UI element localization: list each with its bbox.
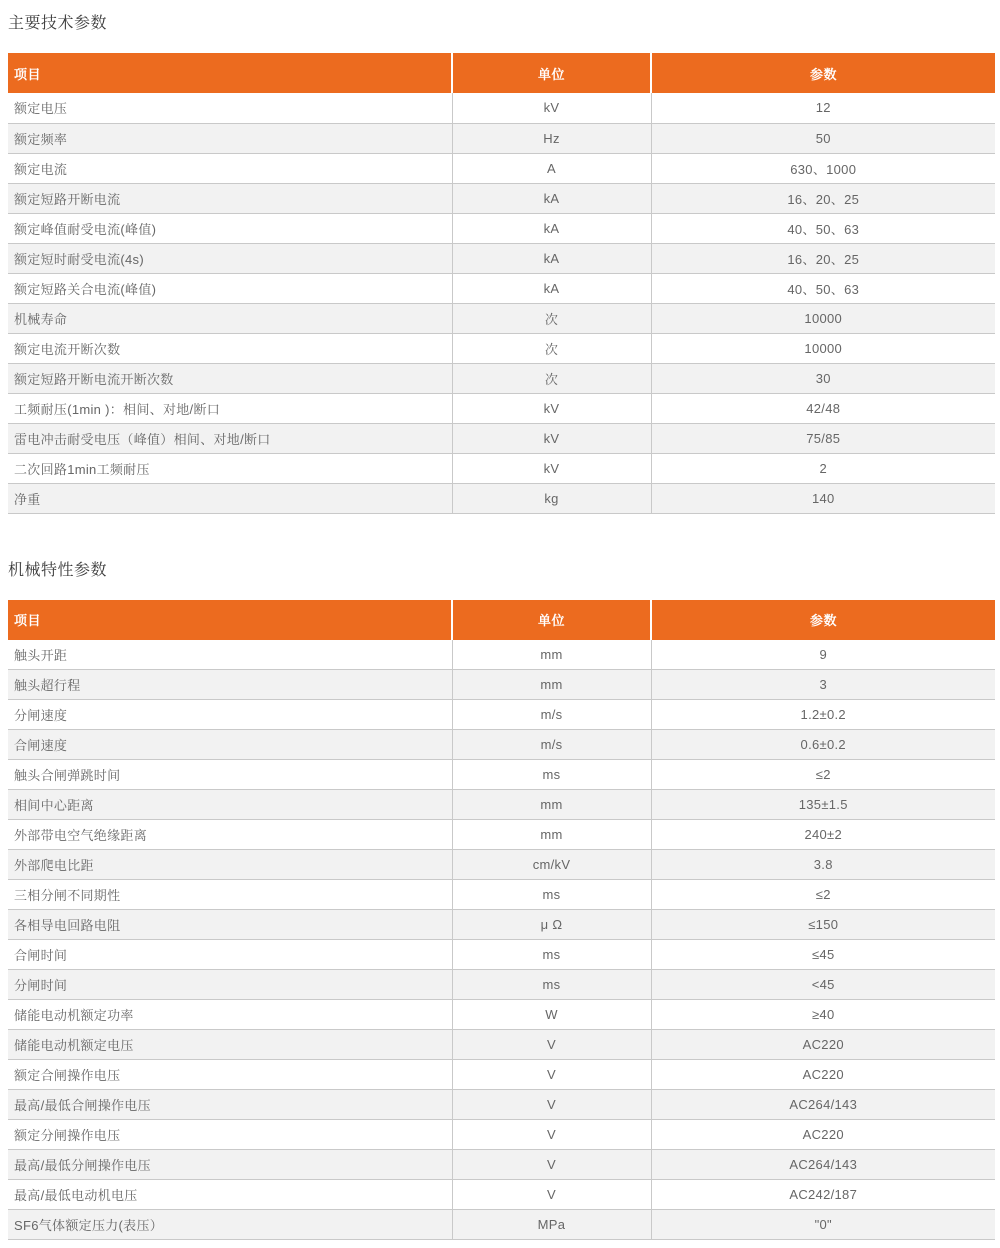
unit-cell: V [452, 1030, 651, 1060]
unit-cell: ms [452, 880, 651, 910]
unit-cell: mm [452, 640, 651, 670]
unit-cell: ms [452, 760, 651, 790]
unit-cell: mm [452, 670, 651, 700]
table-row [8, 1030, 995, 1060]
value-cell: 16、20、25 [651, 243, 995, 273]
unit-cell: mm [452, 820, 651, 850]
table-row [8, 670, 995, 700]
table-row [8, 790, 995, 820]
table-row [8, 453, 995, 483]
table-row [8, 640, 995, 670]
unit-cell: kV [452, 453, 651, 483]
unit-cell: cm/kV [452, 850, 651, 880]
parameter-section [8, 8, 992, 514]
table-row [8, 423, 995, 453]
item-cell: 储能电动机额定功率 [8, 1000, 452, 1030]
table-row [8, 880, 995, 910]
item-cell: 外部带电空气绝缘距离 [8, 820, 452, 850]
table-row [8, 910, 995, 940]
unit-cell: V [452, 1090, 651, 1120]
table-row [8, 1150, 995, 1180]
item-cell: 额定峰值耐受电流(峰值) [8, 213, 452, 243]
unit-cell: mm [452, 790, 651, 820]
table-row [8, 760, 995, 790]
item-cell: 二次回路1min工频耐压 [8, 453, 452, 483]
unit-cell: ms [452, 940, 651, 970]
table-row [8, 333, 995, 363]
value-cell: 40、50、63 [651, 273, 995, 303]
value-cell: 630、1000 [651, 153, 995, 183]
table-body [8, 93, 995, 513]
table-row [8, 1060, 995, 1090]
unit-cell: ms [452, 970, 651, 1000]
item-cell: 额定频率 [8, 123, 452, 153]
header-value: 参数 [651, 53, 995, 93]
table-row [8, 93, 995, 123]
section-title: 机械特性参数 [8, 561, 108, 579]
value-cell: 135±1.5 [651, 790, 995, 820]
item-cell: 触头合闸弹跳时间 [8, 760, 452, 790]
value-cell: ≤2 [651, 760, 995, 790]
item-cell: 额定短路关合电流(峰值) [8, 273, 452, 303]
item-cell: 额定合闸操作电压 [8, 1060, 452, 1090]
header-unit: 单位 [452, 53, 651, 93]
value-cell: AC264/143 [651, 1090, 995, 1120]
item-cell: 额定分闸操作电压 [8, 1120, 452, 1150]
unit-cell: kA [452, 243, 651, 273]
parameter-table [8, 53, 995, 514]
value-cell: AC264/143 [651, 1150, 995, 1180]
value-cell: 16、20、25 [651, 183, 995, 213]
value-cell: 240±2 [651, 820, 995, 850]
table-row [8, 153, 995, 183]
unit-cell: MPa [452, 1210, 651, 1240]
unit-cell: 次 [452, 363, 651, 393]
table-row [8, 820, 995, 850]
item-cell: 合闸时间 [8, 940, 452, 970]
unit-cell: 次 [452, 303, 651, 333]
table-row [8, 940, 995, 970]
value-cell: AC220 [651, 1120, 995, 1150]
table-row [8, 243, 995, 273]
header-item: 项目 [8, 600, 452, 640]
table-row [8, 303, 995, 333]
item-cell: 三相分闸不同期性 [8, 880, 452, 910]
value-cell: 50 [651, 123, 995, 153]
item-cell: 净重 [8, 483, 452, 513]
unit-cell: kV [452, 93, 651, 123]
table-row [8, 1180, 995, 1210]
item-cell: 合闸速度 [8, 730, 452, 760]
unit-cell: Hz [452, 123, 651, 153]
value-cell: 42/48 [651, 393, 995, 423]
value-cell: AC220 [651, 1030, 995, 1060]
item-cell: 储能电动机额定电压 [8, 1030, 452, 1060]
unit-cell: W [452, 1000, 651, 1030]
item-cell: 额定电流 [8, 153, 452, 183]
value-cell: 3 [651, 670, 995, 700]
value-cell: 1.2±0.2 [651, 700, 995, 730]
table-row [8, 363, 995, 393]
value-cell: 12 [651, 93, 995, 123]
value-cell: 30 [651, 363, 995, 393]
item-cell: 雷电冲击耐受电压（峰值）相间、对地/断口 [8, 423, 452, 453]
value-cell: AC220 [651, 1060, 995, 1090]
item-cell: 触头超行程 [8, 670, 452, 700]
table-row [8, 213, 995, 243]
table-row [8, 1090, 995, 1120]
item-cell: 额定电压 [8, 93, 452, 123]
unit-cell: V [452, 1150, 651, 1180]
item-cell: 最高/最低电动机电压 [8, 1180, 452, 1210]
value-cell: "0" [651, 1210, 995, 1240]
item-cell: 额定短时耐受电流(4s) [8, 243, 452, 273]
table-row [8, 1210, 995, 1240]
value-cell: 140 [651, 483, 995, 513]
table-row [8, 183, 995, 213]
unit-cell: V [452, 1120, 651, 1150]
unit-cell: m/s [452, 700, 651, 730]
item-cell: 机械寿命 [8, 303, 452, 333]
unit-cell: kA [452, 213, 651, 243]
header-row [8, 53, 995, 93]
item-cell: 相间中心距离 [8, 790, 452, 820]
unit-cell: kA [452, 183, 651, 213]
section-title: 主要技术参数 [8, 15, 108, 32]
header-value: 参数 [651, 600, 995, 640]
value-cell: 3.8 [651, 850, 995, 880]
unit-cell: V [452, 1060, 651, 1090]
table-body [8, 640, 995, 1240]
value-cell: 9 [651, 640, 995, 670]
item-cell: 额定电流开断次数 [8, 333, 452, 363]
value-cell: AC242/187 [651, 1180, 995, 1210]
value-cell: ≤45 [651, 940, 995, 970]
unit-cell: A [452, 153, 651, 183]
unit-cell: m/s [452, 730, 651, 760]
header-unit: 单位 [452, 600, 651, 640]
item-cell: 额定短路开断电流 [8, 183, 452, 213]
value-cell: <45 [651, 970, 995, 1000]
value-cell: 0.6±0.2 [651, 730, 995, 760]
table-row [8, 700, 995, 730]
table-row [8, 123, 995, 153]
value-cell: ≤150 [651, 910, 995, 940]
value-cell: 10000 [651, 303, 995, 333]
table-row [8, 393, 995, 423]
item-cell: 最高/最低分闸操作电压 [8, 1150, 452, 1180]
item-cell: 触头开距 [8, 640, 452, 670]
unit-cell: kV [452, 423, 651, 453]
table-row [8, 850, 995, 880]
table-row [8, 730, 995, 760]
value-cell: 40、50、63 [651, 213, 995, 243]
parameter-section [8, 555, 992, 1241]
item-cell: 分闸速度 [8, 700, 452, 730]
unit-cell: 次 [452, 333, 651, 363]
unit-cell: μ Ω [452, 910, 651, 940]
table-row [8, 970, 995, 1000]
table-row [8, 1120, 995, 1150]
item-cell: 最高/最低合闸操作电压 [8, 1090, 452, 1120]
item-cell: 外部爬电比距 [8, 850, 452, 880]
item-cell: 各相导电回路电阻 [8, 910, 452, 940]
value-cell: ≥40 [651, 1000, 995, 1030]
value-cell: 75/85 [651, 423, 995, 453]
value-cell: ≤2 [651, 880, 995, 910]
item-cell: 额定短路开断电流开断次数 [8, 363, 452, 393]
unit-cell: kg [452, 483, 651, 513]
value-cell: 2 [651, 453, 995, 483]
header-row [8, 600, 995, 640]
item-cell: SF6气体额定压力(表压） [8, 1210, 452, 1240]
table-row [8, 1000, 995, 1030]
table-row [8, 273, 995, 303]
item-cell: 分闸时间 [8, 970, 452, 1000]
unit-cell: kA [452, 273, 651, 303]
table-row [8, 483, 995, 513]
unit-cell: V [452, 1180, 651, 1210]
unit-cell: kV [452, 393, 651, 423]
content [8, 8, 992, 1240]
header-item: 项目 [8, 53, 452, 93]
value-cell: 10000 [651, 333, 995, 363]
parameter-table [8, 600, 995, 1241]
item-cell: 工频耐压(1min )：相间、对地/断口 [8, 393, 452, 423]
